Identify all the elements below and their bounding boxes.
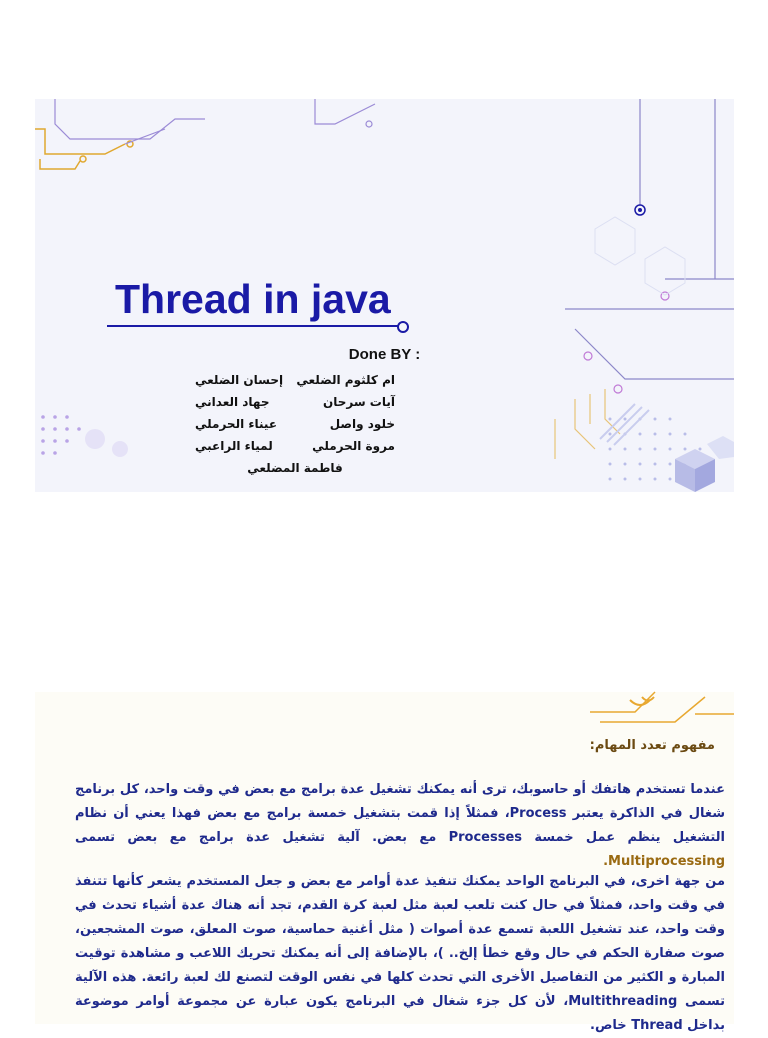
text-run: من جهة اخرى، في البرنامج الواحد يمكنك تنفيذ عدة أوامر مع بعض و جعل المستخدم يشعر كأنها تتنفذ في وقت واحد، فمثلاً في حال كنت تلعب لعبة مثل لعبة كرة القدم، تجد أنه هناك عدة أشياء تحدث في وقت واحد، عند تشغيل اللعبة تسمع عدة أصوات ( مثل أغنية حماسية، صوت المعلق، صوت المشجعين، صوت صفارة الحكم في حال وقع خطأ إلخ.. )، بالإضافة إلى أنه يمكنك تحريك اللاعب و مشاهدة توقيت المبارة و الكثير من التفاصيل الأخرى التي تحدث كلها في نفس الوقت لتصنع لك لعبة رائعة. هذه الآلية تسمى bbox=[75, 874, 725, 1009]
author-name: مروة الحرملي bbox=[312, 439, 395, 453]
author-row bbox=[195, 369, 395, 391]
author-row bbox=[195, 457, 395, 479]
section-heading: مفهوم تعدد المهام: bbox=[589, 738, 715, 753]
author-name: عيناء الحرملي bbox=[195, 417, 278, 431]
author-name: إحسان الضلعي bbox=[195, 373, 284, 387]
author-row bbox=[195, 435, 395, 457]
text-run: ، فمثلاً إذا قمت بتشغيل خمسة برامج مع بعض فهذا يعني أن نظام التشغيل ينظم عمل خمسة bbox=[75, 806, 725, 845]
author-name: لمياء الراعبي bbox=[195, 439, 273, 453]
author-row bbox=[195, 391, 395, 413]
text-run: خاص. bbox=[590, 1018, 632, 1033]
author-name: خلود واصل bbox=[329, 417, 395, 431]
title-underline-node bbox=[397, 321, 409, 333]
text-run: عندما تستخدم هاتفك أو حاسوبك، ترى أنه يمكنك تشغيل عدة برامج مع بعض في وقت واحد، كل برنامج شغال في الذاكرة يعتبر bbox=[75, 782, 725, 821]
author-name: آيات سرحان bbox=[322, 395, 395, 409]
paragraph-multiprocessing bbox=[75, 778, 725, 874]
text-run: . bbox=[603, 854, 609, 869]
author-name: فاطمة المضلعي bbox=[247, 461, 343, 475]
paragraph-multithreading bbox=[75, 870, 725, 1038]
keyword-processes: Processes bbox=[448, 830, 523, 845]
author-name: ام كلثوم الضلعي bbox=[296, 373, 395, 387]
text-run: ، لأن كل جزء شغال في البرنامج يكون عبارة عن مجموعة أوامر موضوعة بداخل bbox=[75, 994, 725, 1033]
keyword-multithreading: Multithreading bbox=[568, 994, 678, 1009]
title-underline bbox=[107, 325, 403, 327]
keyword-process: Process bbox=[509, 806, 567, 821]
author-row bbox=[195, 413, 395, 435]
done-by-label: Done BY : bbox=[348, 346, 421, 363]
content-slide bbox=[35, 692, 734, 1033]
keyword-thread: Thread bbox=[631, 1018, 683, 1033]
author-name: جهاد العداني bbox=[195, 395, 270, 409]
slide-title: Thread in java bbox=[115, 276, 391, 322]
authors-list bbox=[195, 369, 395, 479]
keyword-multiprocessing: Multiprocessing bbox=[608, 854, 725, 869]
title-slide bbox=[35, 99, 734, 492]
text-run: مع بعض. آلية تشغيل عدة برامج مع بعض تسمى bbox=[75, 830, 449, 845]
